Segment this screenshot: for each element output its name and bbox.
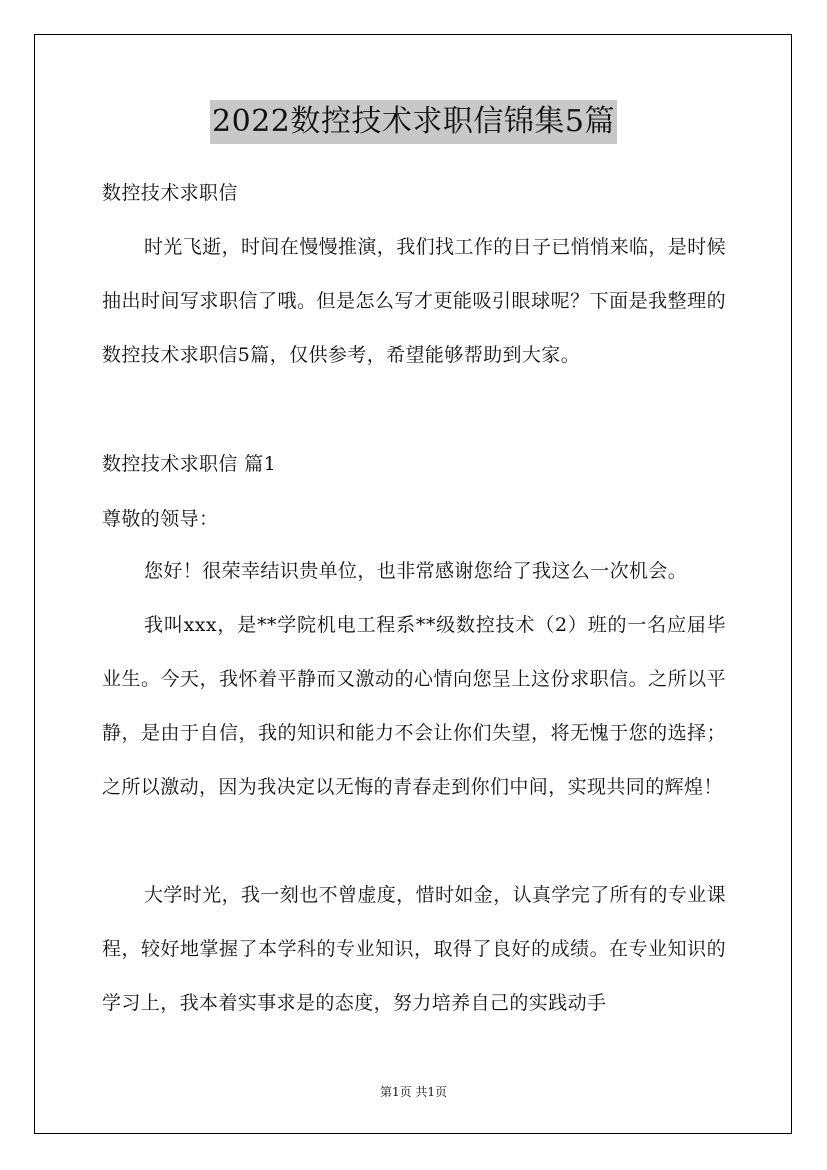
- paragraph-2: 我叫xxx，是**学院机电工程系**级数控技术（2）班的一名应届毕业生。今天，我怀着平静而又激动的心情向您呈上这份求职信。之所以平静，是由于自信，我的知识和能力不会让你们失望，将无愧于您的选择；之所以激动，因为我决定以无悔的青春走到你们中间，实现共同的辉煌！: [102, 614, 726, 798]
- paragraph-1: 您好！很荣幸结识贵单位，也非常感谢您给了我这么一次机会。: [144, 560, 688, 582]
- letter-heading: 数控技术求职信 篇1: [102, 453, 277, 475]
- paragraph-3: 大学时光，我一刻也不曾虚度，惜时如金，认真学完了所有的专业课程，较好地掌握了本学科的专业知识，取得了良好的成绩。在专业知识的学习上，我本着实事求是的态度，努力培养自己的实践动手: [102, 884, 727, 1014]
- salutation: 尊敬的领导：: [102, 508, 219, 530]
- document-title: 2022数控技术求职信锦集5篇: [210, 100, 617, 144]
- intro-paragraph: 时光飞逝，时间在慢慢推演，我们找工作的日子已悄悄来临，是时候抽出时间写求职信了哦。但是怎么写才更能吸引眼球呢？下面是我整理的数控技术求职信5篇，仅供参考，希望能够帮助到大家。: [102, 236, 727, 366]
- section-heading: 数控技术求职信: [102, 182, 238, 204]
- page-footer: 第1页 共1页: [379, 1085, 448, 1099]
- title-container: [0, 100, 827, 144]
